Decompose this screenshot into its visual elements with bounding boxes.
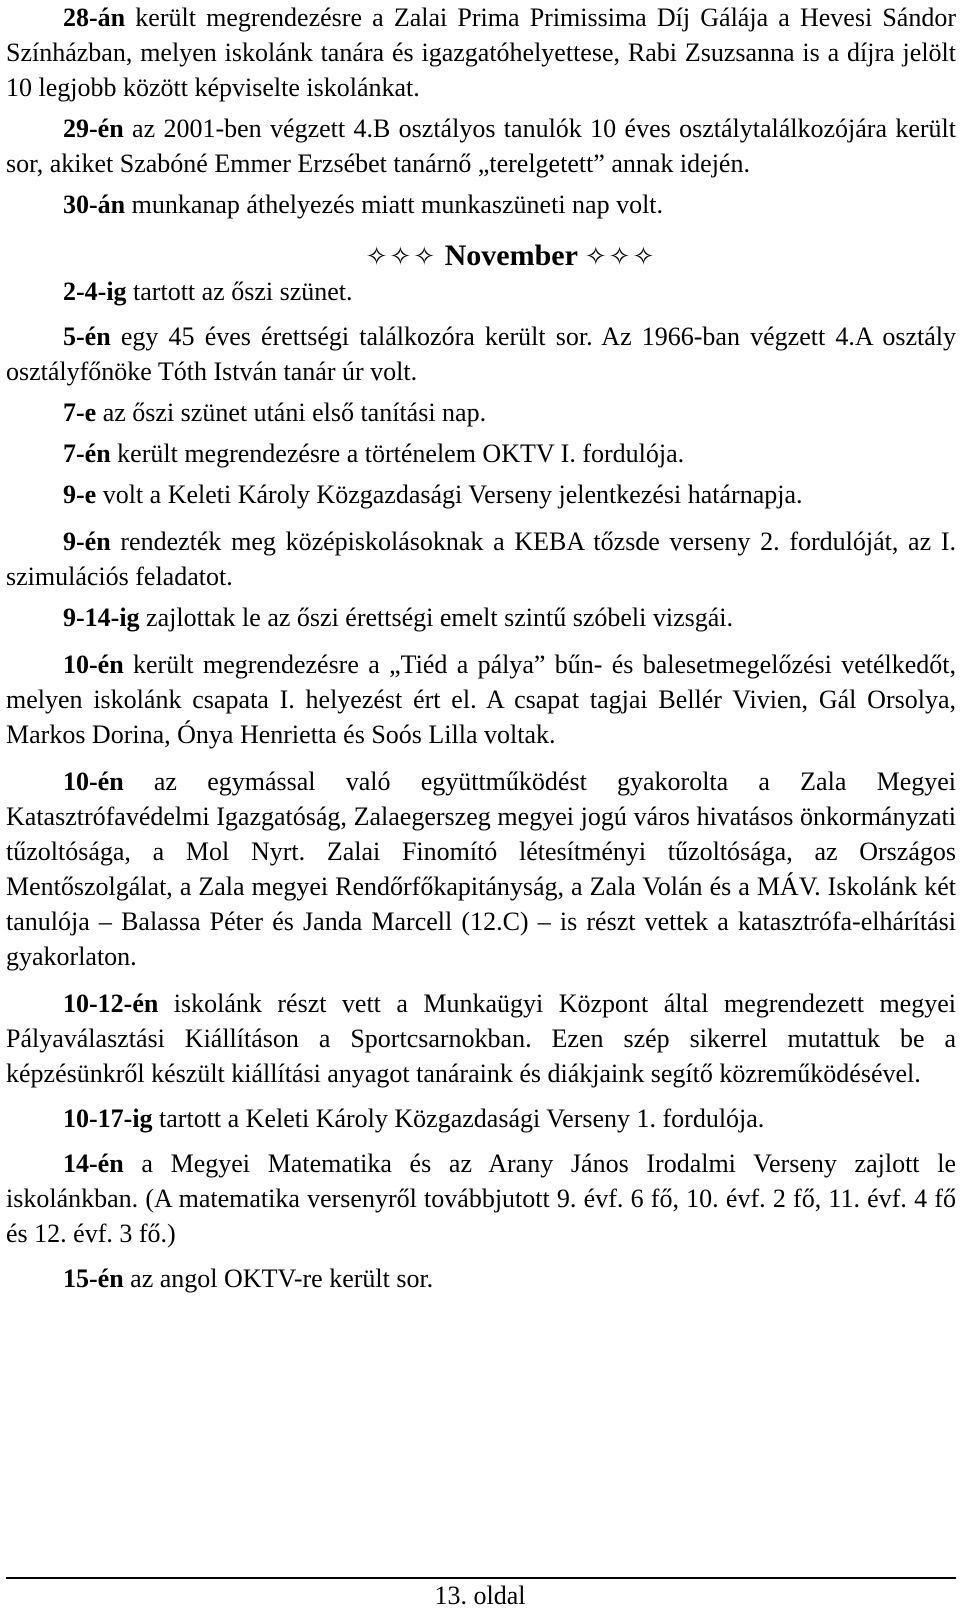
entry-paragraph bbox=[6, 1146, 956, 1251]
entry-text: zajlottak le az őszi érettségi emelt szintű szóbeli vizsgái. bbox=[139, 603, 734, 632]
entry-text: egy 45 éves érettségi találkozóra került sor. Az 1966-ban végzett 4.A osztály osztályfőnöke Tóth István tanár úr volt. bbox=[6, 322, 956, 386]
entry-text: iskolánk részt vett a Munkaügyi Központ által megrendezett megyei Pályaválasztási Kiállításon a Sportcsarnokban. Ezen szép sikerrel mutattuk be a képzésünkről készült kiállítási anyagot tanáraink és diákjaink segítő közreműködésével. bbox=[6, 989, 956, 1088]
entry-text: a Megyei Matematika és az Arany János Irodalmi Verseny zajlott le iskolánkban. (A matematika versenyről továbbjutott 9. évf. 6 fő, 10. évf. 2 fő, 11. évf. 4 fő és 12. évf. 3 fő.) bbox=[6, 1149, 956, 1248]
entry-date: 28-án bbox=[63, 3, 126, 32]
entry-date: 9-e bbox=[63, 480, 97, 509]
entry-paragraph bbox=[6, 187, 956, 222]
entry-date: 2-4-ig bbox=[63, 277, 127, 306]
entry-date: 7-én bbox=[63, 439, 111, 468]
entry-paragraph bbox=[6, 1261, 956, 1296]
entry-text: az 2001-ben végzett 4.B osztályos tanulók 10 éves osztálytalálkozójára került sor, akiket Szabóné Emmer Erzsébet tanárnő „terelgetett” annak idején. bbox=[6, 114, 956, 178]
entry-date: 10-12-én bbox=[63, 989, 159, 1018]
entry-text: munkanap áthelyezés miatt munkaszüneti nap volt. bbox=[125, 190, 664, 219]
entry-date: 30-án bbox=[63, 190, 126, 219]
entry-paragraph bbox=[6, 0, 956, 105]
entry-date: 10-én bbox=[63, 650, 124, 679]
entry-date: 10-én bbox=[63, 767, 124, 796]
entry-paragraph bbox=[6, 647, 956, 752]
entry-paragraph bbox=[6, 395, 956, 430]
entry-text: az őszi szünet utáni első tanítási nap. bbox=[96, 398, 487, 427]
entry-date: 9-14-ig bbox=[63, 603, 140, 632]
entry-paragraph bbox=[6, 986, 956, 1091]
entry-date: 7-e bbox=[63, 398, 97, 427]
entry-text: volt a Keleti Károly Közgazdasági Verseny jelentkezési határnapja. bbox=[96, 480, 803, 509]
entry-date: 10-17-ig bbox=[63, 1104, 153, 1133]
entry-paragraph bbox=[6, 764, 956, 974]
page-number: 13. oldal bbox=[434, 1581, 526, 1610]
entry-paragraph bbox=[6, 319, 956, 389]
entry-text: az angol OKTV-re került sor. bbox=[123, 1264, 434, 1293]
entry-paragraph bbox=[6, 1101, 956, 1136]
entry-date: 15-én bbox=[63, 1264, 124, 1293]
star-ornament-left-icon: ✧✧✧ bbox=[365, 242, 438, 271]
entry-date: 29-én bbox=[63, 114, 124, 143]
entry-paragraph bbox=[6, 111, 956, 181]
entry-text: az egymással való együttműködést gyakorolta a Zala Megyei Katasztrófavédelmi Igazgatóság, Zalaegerszeg megyei jogú város hivatásos önkormányzati tűzoltósága, a Mol Nyrt. Zalai Finomító létesítményi tűzoltósága, az Országos Mentőszolgálat, a Zala megyei Rendőrfőkapitányság, a Zala Volán és a MÁV. Iskolánk két tanulója – Balassa Péter és Janda Marcell (12.C) – is részt vettek a katasztrófa-elhárítási gyakorlaton. bbox=[6, 767, 956, 971]
entry-paragraph bbox=[6, 524, 956, 594]
entry-date: 9-én bbox=[63, 527, 111, 556]
star-ornament-right-icon: ✧✧✧ bbox=[584, 242, 657, 271]
entry-text: tartott a Keleti Károly Közgazdasági Verseny 1. fordulója. bbox=[152, 1104, 765, 1133]
footer-divider bbox=[6, 1577, 956, 1579]
entry-paragraph bbox=[6, 436, 956, 471]
page-body bbox=[6, 0, 956, 1296]
entry-date: 5-én bbox=[63, 322, 111, 351]
month-heading bbox=[6, 238, 956, 274]
entry-date: 14-én bbox=[63, 1149, 124, 1178]
entry-text: került megrendezésre a történelem OKTV I. fordulója. bbox=[110, 439, 685, 468]
entry-paragraph bbox=[6, 600, 956, 635]
entry-text: került megrendezésre a Zalai Prima Primissima Díj Gálája a Hevesi Sándor Színházban, melyen iskolánk tanára és igazgatóhelyettese, Rabi Zsuzsanna is a díjra jelölt 10 legjobb között képviselte iskolánkat. bbox=[6, 3, 956, 102]
entry-text: tartott az őszi szünet. bbox=[126, 277, 353, 306]
entry-text: került megrendezésre a „Tiéd a pálya” bűn- és balesetmegelőzési vetélkedőt, melyen iskolánk csapata I. helyezést ért el. A csapat tagjai Bellér Vivien, Gál Orsolya, Markos Dorina, Ónya Henrietta és Soós Lilla voltak. bbox=[6, 650, 956, 749]
entry-paragraph bbox=[6, 477, 956, 512]
entry-text: rendezték meg középiskolásoknak a KEBA tőzsde verseny 2. fordulóját, az I. szimulációs feladatot. bbox=[6, 527, 956, 591]
entry-paragraph bbox=[6, 274, 956, 309]
month-title: November bbox=[444, 239, 578, 272]
